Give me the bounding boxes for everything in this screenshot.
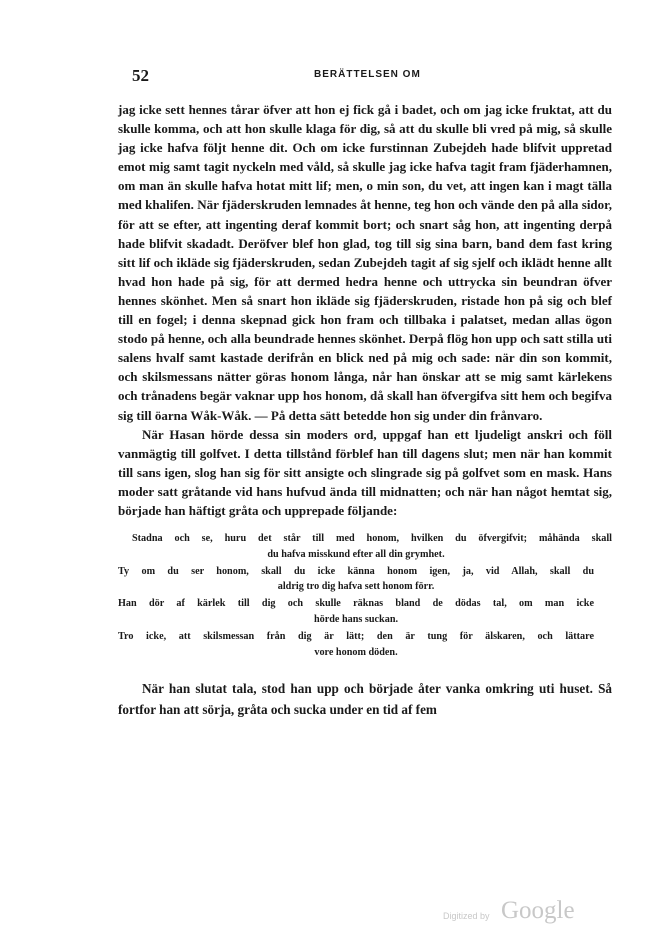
- verse-2: [118, 564, 612, 596]
- google-watermark: [443, 897, 593, 931]
- verse-1: [118, 531, 612, 563]
- page-header: [118, 66, 612, 90]
- verse-line: Han dör af kärlek till dig och skulle räknas bland de dödas tal, om man icke: [118, 598, 594, 610]
- watermark-prefix: Digitized by: [443, 911, 490, 921]
- page-number: 52: [132, 66, 149, 85]
- verse-line: Tro icke, att skilsmessan från dig är lätt; den är tung för älskaren, och lättare: [118, 630, 594, 642]
- book-page: [118, 66, 612, 720]
- verse-block: [118, 531, 612, 660]
- verse-line-continued: vore honom döden.: [314, 646, 398, 658]
- verse-line-continued: hörde hans suckan.: [313, 614, 399, 626]
- paragraph-3-text: När han slutat tala, stod han upp och började åter vanka omkring uti huset. Så fortfor han att sörja, gråta och sucka under en tid af fem: [118, 681, 612, 718]
- running-head: BERÄTTELSEN OM: [314, 69, 421, 80]
- paragraph-2-text: När Hasan hörde dessa sin moders ord, uppgaf han ett ljudeligt anskri och föll vanmägtig till golfvet. I detta tillstånd förblef han till dagens slut; men när han kommit till sans igen, slog han sig för sitt ansigte och slingrade sig på golfvet som en mask. Hans moder satt gråtande vid hans hufvud ända till midnatten; och när han något hemtat sig, började han häftigt gråta och upprepade följande:: [118, 426, 612, 518]
- paragraph-1: jag icke sett hennes tårar öfver att hon ej fick gå i badet, och om jag icke fruktat, att du skulle komma, och att hon skulle klaga för dig, så att du skulle bli vred på mig, så skulle jag icke hafva följt henne dit. Och om icke furstinnan Zubejdeh hade blifvit uppretad emot mig samt tagit nyckeln med våld, så skulle jag icke hafva tagit fram fjäderhamnen, om man än skulle hafva hotat mitt lif; men, o min son, du vet, att ingen kan i magt tälla med khalifen. När fjäderskruden lemnades åt henne, teg hon och vände den på alla sidor, för att se efter, att ingenting deraf kommit bort; och snart såg hon, att ingenting derpå hade blifvit skadadt. Deröfver blef hon glad, tog till sig sina barn, band dem fast kring sitt lif och ikläde sig fjäderskruden, sedan Zubejdeh tagit af sig sjelf och iklädt henne allt hvad hon hade på sig, för att dermed hedra henne och uttrycka sin beundran öfver hennes skönhet. Men så snart hon ikläde sig fjäderskruden, ristade hon på sig och blef till en fogel; i denna skepnad gick hon fram och tillbaka i palatset, medan allas ögon stodo på henne, och alla beundrade hennes skönhet. Derpå flög hon upp och satt stilla uti salens hvalf samt kastade derifrån en blick ned på mig och sade: när din son kommit, och skilsmessans nätter göras honom långa, når han önskar att se mig samt kärlekens och trånadens begär vaknar upp hos honom, då skall han öfvergifva sitt hem och begifva sig till öarna Wåk-Wåk. — På detta sätt betedde hon sig under din frånvaro.: [118, 102, 612, 423]
- verse-line: Ty om du ser honom, skall du icke känna honom igen, ja, vid Allah, skall du: [118, 565, 594, 577]
- verse-line: Stadna och se, huru det står till med honom, hvilken du öfvergifvit; måhända skall: [132, 533, 612, 545]
- google-logo: Google: [501, 897, 575, 924]
- verse-3: [118, 596, 612, 628]
- verse-4: [118, 629, 612, 661]
- verse-line-continued: aldrig tro dig hafva sett honom förr.: [277, 581, 435, 593]
- verse-line-continued: du hafva misskund efter all din grymhet.: [267, 548, 445, 560]
- paragraph-3: [118, 678, 612, 720]
- paragraph-2: [118, 425, 612, 520]
